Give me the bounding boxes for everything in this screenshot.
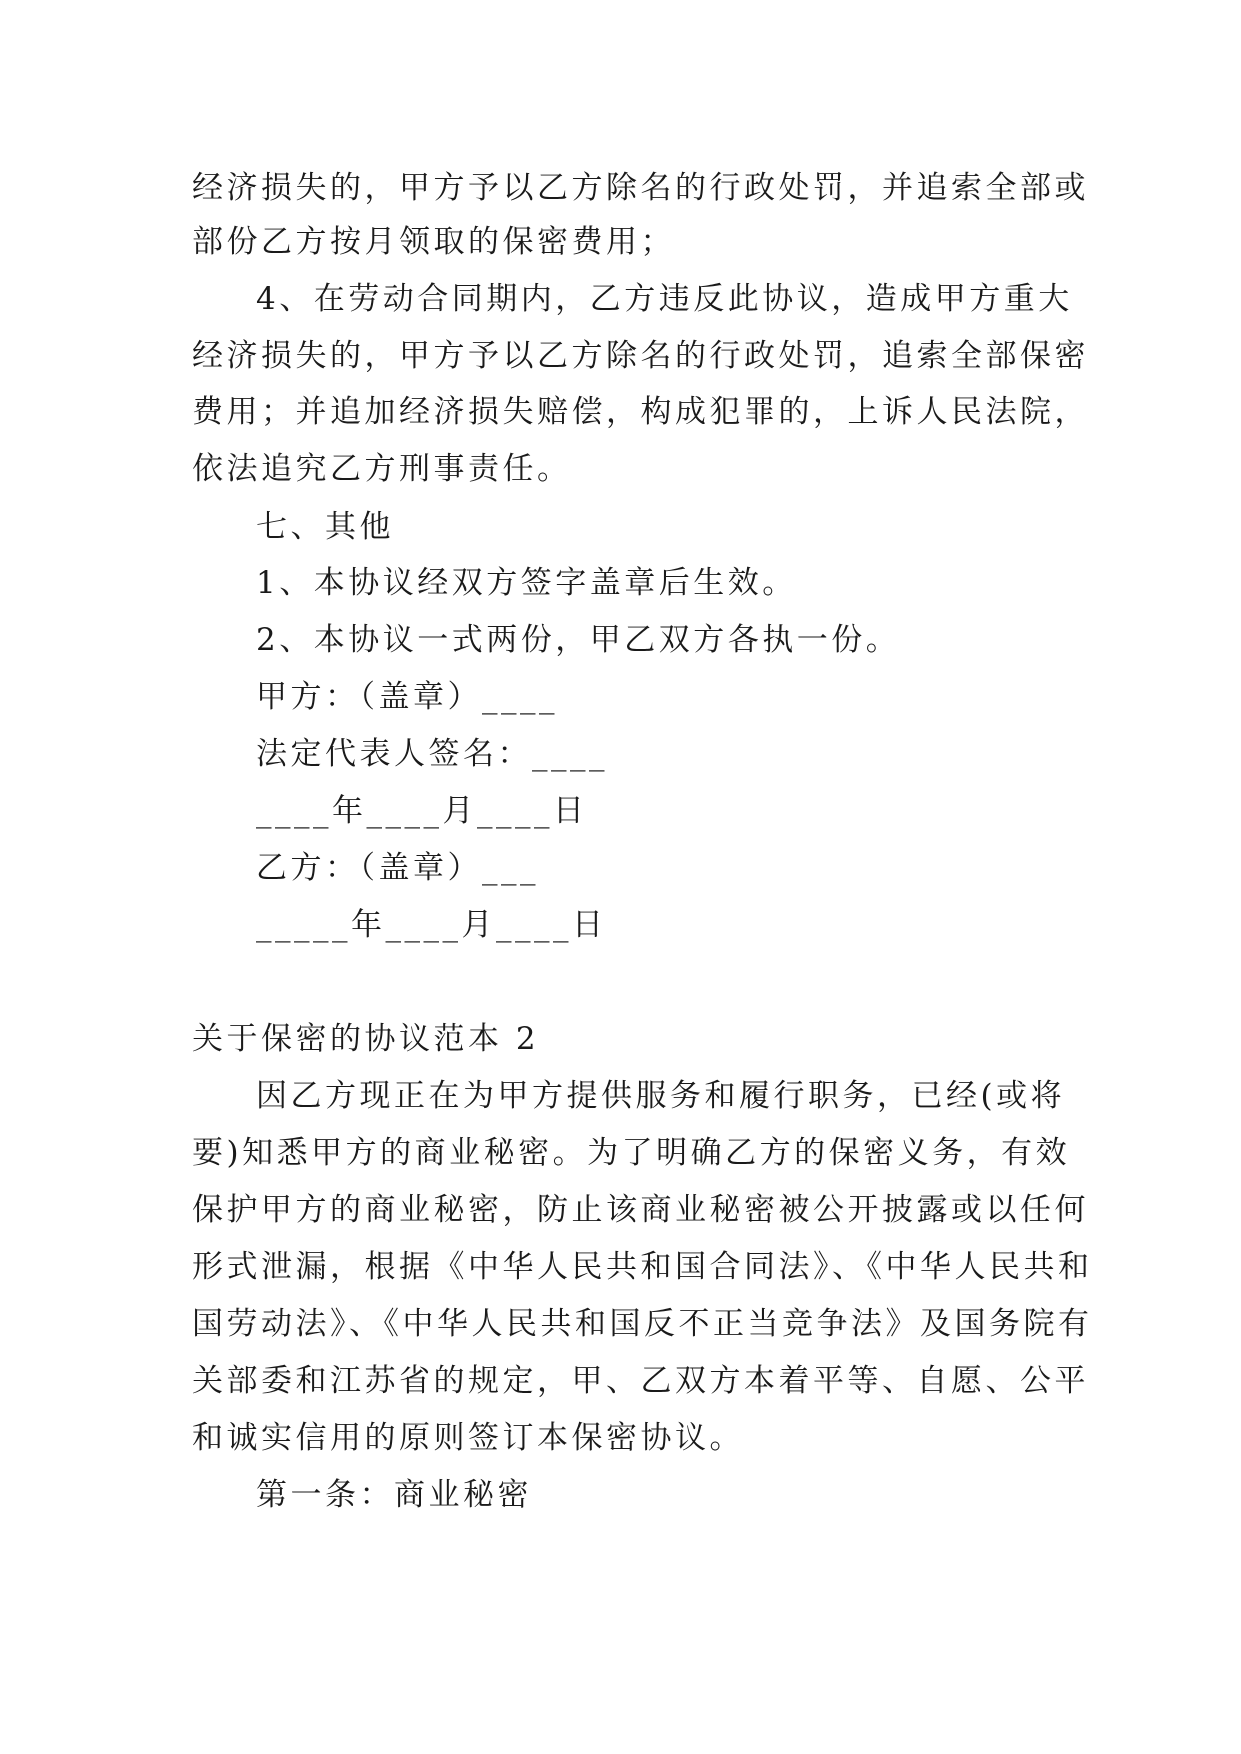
- section-7-heading: 七、其他: [256, 509, 394, 545]
- party-a-date-line: ____年____月____日: [256, 793, 588, 829]
- paragraph-line: 费用；并追加经济损失赔偿，构成犯罪的，上诉人民法院，: [192, 394, 1089, 430]
- paragraph-line: 依法追究乙方刑事责任。: [192, 451, 572, 487]
- part-2-title: 关于保密的协议范本 2: [192, 1021, 540, 1057]
- party-b-seal-line: 乙方：（盖章）___: [256, 850, 539, 886]
- paragraph-line: 经济损失的，甲方予以乙方除名的行政处罚，追索全部保密: [192, 338, 1089, 374]
- article-1-heading: 第一条：商业秘密: [256, 1477, 532, 1513]
- intro-line: 保护甲方的商业秘密，防止该商业秘密被公开披露或以任何: [192, 1192, 1089, 1228]
- intro-line: 关部委和江苏省的规定，甲、乙双方本着平等、自愿、公平: [192, 1363, 1089, 1399]
- section-7-item-2: 2、本协议一式两份，甲乙双方各执一份。: [256, 622, 901, 658]
- legal-rep-signature-line: 法定代表人签名：____: [256, 736, 608, 772]
- intro-line: 国劳动法》、《中华人民共和国反不正当竞争法》及国务院有: [192, 1306, 1093, 1342]
- party-a-seal-line: 甲方：（盖章）____: [256, 679, 558, 715]
- party-b-date-line: _____年____月____日: [256, 907, 607, 943]
- intro-line: 形式泄漏，根据《中华人民共和国合同法》、《中华人民共和: [192, 1249, 1093, 1285]
- intro-line: 要)知悉甲方的商业秘密。为了明确乙方的保密义务，有效: [192, 1135, 1071, 1171]
- intro-line: 因乙方现正在为甲方提供服务和履行职务，已经(或将: [256, 1078, 1066, 1114]
- paragraph-line: 经济损失的，甲方予以乙方除名的行政处罚，并追索全部或: [192, 170, 1089, 206]
- intro-line: 和诚实信用的原则签订本保密协议。: [192, 1420, 744, 1456]
- clause-4-line: 4、在劳动合同期内，乙方违反此协议，造成甲方重大: [256, 281, 1073, 317]
- section-7-item-1: 1、本协议经双方签字盖章后生效。: [256, 565, 797, 601]
- paragraph-line: 部份乙方按月领取的保密费用；: [192, 224, 675, 260]
